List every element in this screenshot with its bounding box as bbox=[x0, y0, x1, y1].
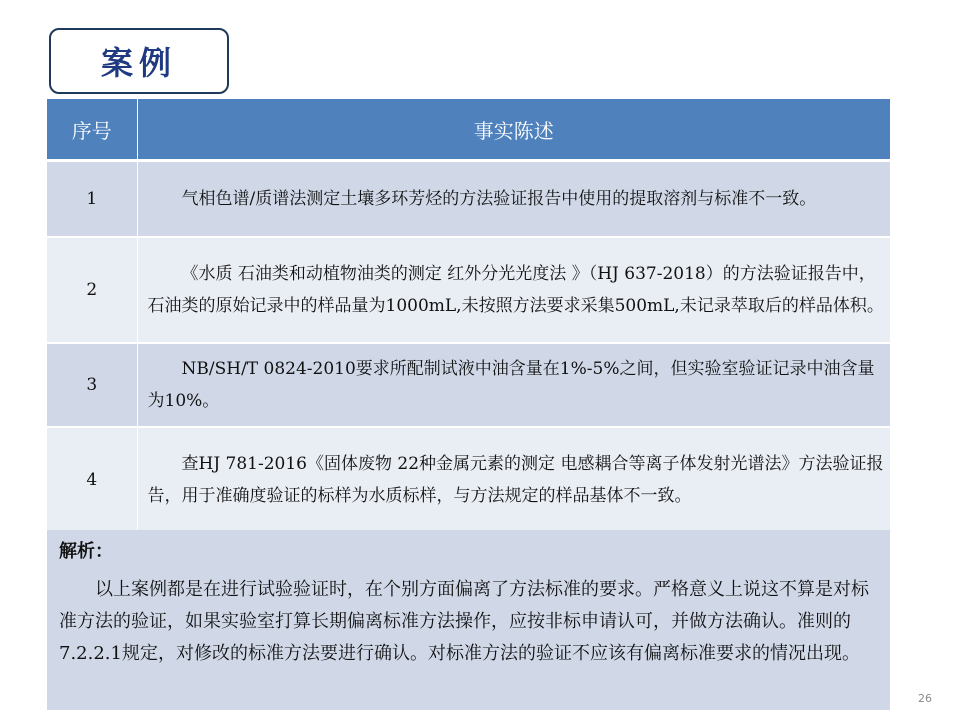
table-row bbox=[47, 427, 890, 533]
row-number: 1 bbox=[47, 161, 137, 237]
row-statement: 查HJ 781-2016《固体废物 22种金属元素的测定 电感耦合等离子体发射光谱法》方法验证报告，用于准确度验证的标样为水质标样，与方法规定的样品基体不一致。 bbox=[137, 427, 890, 533]
table-row bbox=[47, 161, 890, 237]
header-serial-number: 序号 bbox=[47, 99, 137, 161]
page-number: 26 bbox=[918, 692, 932, 705]
row-statement: 气相色谱/质谱法测定土壤多环芳烃的方法验证报告中使用的提取溶剂与标准不一致。 bbox=[137, 161, 890, 237]
table-header-row bbox=[47, 99, 890, 161]
row-number: 2 bbox=[47, 237, 137, 343]
analysis-section bbox=[47, 530, 890, 710]
title-box bbox=[49, 28, 229, 94]
row-number: 3 bbox=[47, 343, 137, 427]
row-statement: 《水质 石油类和动植物油类的测定 红外分光光度法 》（HJ 637-2018）的方法验证报告中，石油类的原始记录中的样品量为1000mL,未按照方法要求采集500mL,未记录萃取后的样品体积。 bbox=[137, 237, 890, 343]
table-row bbox=[47, 237, 890, 343]
header-fact-statement: 事实陈述 bbox=[137, 99, 890, 161]
analysis-text: 以上案例都是在进行试验验证时，在个别方面偏离了方法标准的要求。严格意义上说这不算是对标准方法的验证，如果实验室打算长期偏离标准方法操作，应按非标申请认可，并做方法确认。准则的7.2.2.1规定，对修改的标准方法要进行确认。对标准方法的验证不应该有偏离标准要求的情况出现。 bbox=[59, 579, 869, 664]
table-row bbox=[47, 343, 890, 427]
slide-title: 案例 bbox=[100, 44, 177, 82]
row-statement: NB/SH/T 0824-2010要求所配制试液中油含量在1%-5%之间，但实验室验证记录中油含量为10%。 bbox=[137, 343, 890, 427]
row-number: 4 bbox=[47, 427, 137, 533]
cases-table bbox=[47, 99, 890, 534]
analysis-label: 解析： bbox=[59, 541, 113, 562]
